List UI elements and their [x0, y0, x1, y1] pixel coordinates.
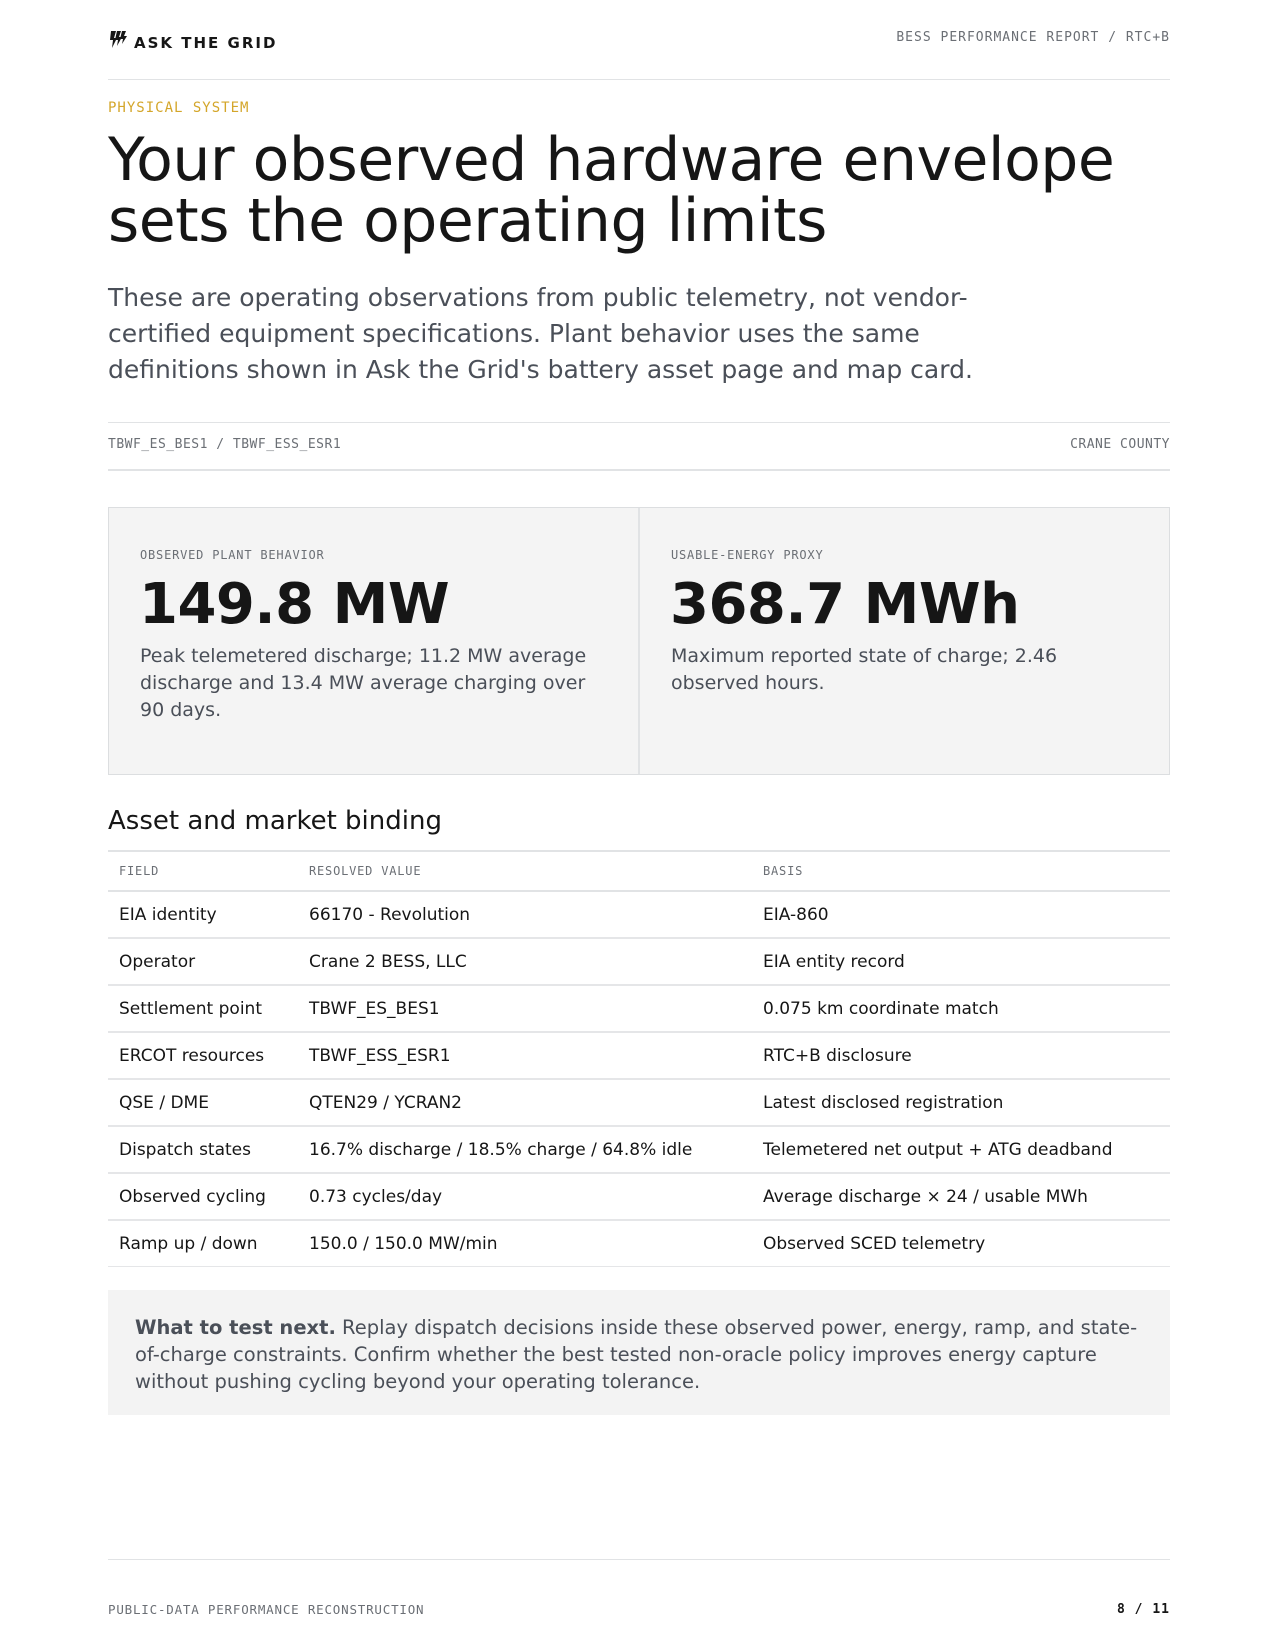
cell-value: 150.0 / 150.0 MW/min — [298, 1220, 752, 1267]
cell-field: Settlement point — [108, 985, 298, 1032]
table-row — [108, 985, 1170, 1032]
binding-table — [108, 850, 1170, 1267]
cell-value: 66170 - Revolution — [298, 891, 752, 938]
table-row — [108, 938, 1170, 985]
cell-value: TBWF_ES_BES1 — [298, 985, 752, 1032]
metric-value: 149.8 MW — [139, 572, 450, 637]
cell-field: Dispatch states — [108, 1126, 298, 1173]
column-header-resolved-value: RESOLVED VALUE — [298, 851, 752, 891]
page-headline: Your observed hardware envelope sets the operating limits — [108, 125, 1115, 256]
metric-card-plant-behavior — [109, 508, 638, 774]
cell-basis: EIA entity record — [752, 938, 1170, 985]
asset-county: CRANE COUNTY — [1070, 437, 1170, 452]
cell-field: QSE / DME — [108, 1079, 298, 1126]
table-row — [108, 1220, 1170, 1267]
asset-node-ids: TBWF_ES_BES1 / TBWF_ESS_ESR1 — [108, 437, 342, 452]
header-divider — [108, 79, 1170, 80]
page-number: 8 / 11 — [1117, 1602, 1170, 1617]
page-lede: These are operating observations from public telemetry, not vendor-certified equipment specifications. Plant behavior uses the same definitions shown in Ask the Grid's battery asset page and map card. — [108, 283, 973, 384]
column-header-field: FIELD — [108, 851, 298, 891]
metric-note: Maximum reported state of charge; 2.46 observed hours. — [671, 645, 1058, 694]
cell-field: ERCOT resources — [108, 1032, 298, 1079]
section-title: Asset and market binding — [108, 806, 442, 836]
cell-field: Observed cycling — [108, 1173, 298, 1220]
brand-name: ASK THE GRID — [134, 34, 278, 52]
metric-card-usable-energy — [638, 508, 1169, 774]
cell-value: Crane 2 BESS, LLC — [298, 938, 752, 985]
cell-field: Operator — [108, 938, 298, 985]
cell-value: TBWF_ESS_ESR1 — [298, 1032, 752, 1079]
cell-basis: RTC+B disclosure — [752, 1032, 1170, 1079]
metric-value: 368.7 MWh — [670, 572, 1020, 637]
cell-basis: EIA-860 — [752, 891, 1170, 938]
column-header-basis: BASIS — [752, 851, 1170, 891]
cell-field: Ramp up / down — [108, 1220, 298, 1267]
table-row — [108, 1126, 1170, 1173]
page-header — [108, 26, 1170, 56]
next-test-callout — [108, 1290, 1170, 1415]
metric-cards — [108, 507, 1170, 775]
cell-basis: Latest disclosed registration — [752, 1079, 1170, 1126]
table-row — [108, 1032, 1170, 1079]
metric-label: USABLE-ENERGY PROXY — [671, 548, 824, 562]
cell-basis: Telemetered net output + ATG deadband — [752, 1126, 1170, 1173]
callout-lead: What to test next. — [135, 1316, 336, 1339]
table-row — [108, 1173, 1170, 1220]
table-header-row — [108, 851, 1170, 891]
table-row — [108, 1079, 1170, 1126]
report-page — [108, 0, 1170, 1650]
table-row — [108, 891, 1170, 938]
cell-value: QTEN29 / YCRAN2 — [298, 1079, 752, 1126]
brand — [108, 28, 277, 52]
footer-label: PUBLIC-DATA PERFORMANCE RECONSTRUCTION — [108, 1602, 425, 1617]
footer-divider — [108, 1559, 1170, 1560]
metric-note: Peak telemetered discharge; 11.2 MW average discharge and 13.4 MW average charging over 90 days. — [140, 645, 587, 721]
metric-label: OBSERVED PLANT BEHAVIOR — [140, 548, 325, 562]
lightning-bolts-logo-icon — [108, 30, 128, 50]
cell-field: EIA identity — [108, 891, 298, 938]
section-kicker: PHYSICAL SYSTEM — [108, 100, 250, 116]
cell-value: 0.73 cycles/day — [298, 1173, 752, 1220]
asset-id-bar — [108, 422, 1170, 471]
cell-basis: Average discharge × 24 / usable MWh — [752, 1173, 1170, 1220]
cell-basis: Observed SCED telemetry — [752, 1220, 1170, 1267]
callout-body: Replay dispatch decisions inside these observed power, energy, ramp, and state-of-charge constraints. Confirm whether the best tested non-oracle policy improves energy capture without pushing cycling beyond your operating tolerance. — [135, 1316, 1138, 1393]
cell-basis: 0.075 km coordinate match — [752, 985, 1170, 1032]
cell-value: 16.7% discharge / 18.5% charge / 64.8% idle — [298, 1126, 752, 1173]
report-label: BESS PERFORMANCE REPORT / RTC+B — [896, 30, 1170, 45]
callout-text — [135, 1314, 1143, 1395]
